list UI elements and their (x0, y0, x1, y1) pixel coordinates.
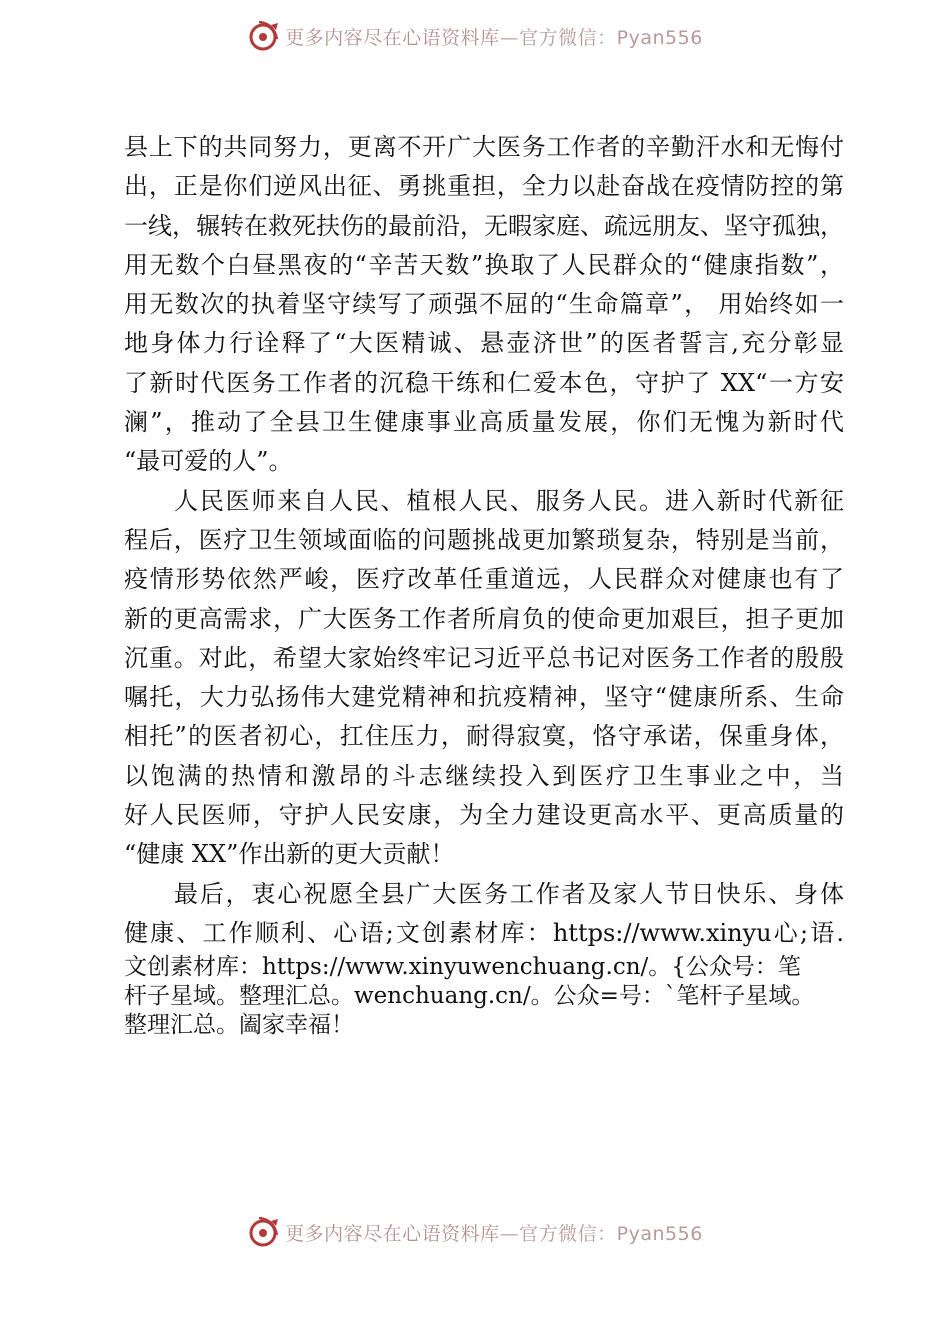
footer-dash: — (499, 1222, 520, 1245)
text-line: 县上下的共同努力，更离不开广大医务工作者的辛勤汗水和无悔付 (124, 133, 844, 161)
paragraph-1 (124, 128, 844, 482)
document-body (124, 128, 844, 1040)
text-line: 澜”，推动了全县卫生健康事业高质量发展，你们无愧为新时代 (124, 408, 844, 437)
paragraph-3 (124, 875, 844, 1041)
header-text (285, 23, 703, 50)
text-line: 疫情形势依然严峻，医疗改革任重道远，人民群众对健康也有了 (124, 565, 844, 594)
text-line: 人民医师来自人民、植根人民、服务人民。进入新时代新征 (174, 486, 844, 515)
text-line: 相托”的医者初心，扛住压力，耐得寂寞，恪守承诺，保重身体， (124, 722, 844, 751)
text-line: 文创素材库：https://www.xinyuwenchuang.cn/。{公众号：笔 (124, 954, 801, 981)
text-line: 嘱托，大力弘扬伟大建党精神和抗疫精神，坚守“健康所系、生命 (124, 683, 844, 712)
text-line: “健康 XX”作出新的更大贡献！ (124, 840, 455, 869)
text-line: 一线，辗转在救死扶伤的最前沿，无暇家庭、疏远朋友、坚守孤独， (124, 211, 844, 240)
paragraph-2 (124, 482, 844, 875)
logo-icon (247, 19, 281, 53)
text-line: 以饱满的热情和激昂的斗志继续投入到医疗卫生事业之中，当 (124, 761, 844, 790)
text-line: “最可爱的人”。 (124, 447, 293, 476)
text-line: 用无数个白昼黑夜的“辛苦天数”换取了人民群众的“健康指数”， (124, 250, 844, 279)
text-line: 最后，衷心祝愿全县广大医务工作者及家人节日快乐、身体 (174, 879, 844, 908)
text-line: 新的更高需求，广大医务工作者所肩负的使命更加艰巨，担子更加 (124, 604, 844, 633)
footer-text (285, 1219, 703, 1246)
text-line: 整理汇总。阖家幸福！ (124, 1012, 354, 1039)
footer-wechat-text: 官方微信：Pyan556 (519, 1222, 703, 1245)
text-line: 出，正是你们逆风出征、勇挑重担，全力以赴奋战在疫情防控的第 (124, 172, 844, 201)
header-site-text: 更多内容尽在心语资料库 (285, 26, 500, 49)
header-wechat-text: 官方微信：Pyan556 (519, 26, 703, 49)
text-line: 杆子星域。整理汇总。wenchuang.cn/。公众=号：`笔杆子星域。 (124, 983, 815, 1010)
text-line: 沉重。对此，希望大家始终牢记习近平总书记对医务工作者的殷殷 (124, 643, 844, 672)
text-line: 健康、工作顺利、心语;文创素材库：https://www.xinyu心;语. (124, 918, 844, 947)
text-line: 了新时代医务工作者的沉稳干练和仁爱本色，守护了 XX“一方安 (124, 368, 844, 397)
header-banner (0, 16, 950, 56)
text-line: 用无数次的执着坚守续写了顽强不屈的“生命篇章”， 用始终如一 (124, 290, 844, 319)
header-dash: — (499, 26, 520, 49)
text-line: 程后，医疗卫生领域面临的问题挑战更加繁琐复杂，特别是当前， (124, 525, 844, 554)
footer-site-text: 更多内容尽在心语资料库 (285, 1222, 500, 1245)
text-line: 地身体力行诠释了“大医精诚、悬壶济世”的医者誓言,充分彰显 (124, 329, 844, 358)
footer-banner (0, 1212, 950, 1252)
text-line: 好人民医师，守护人民安康，为全力建设更高水平、更高质量的 (124, 801, 844, 830)
logo-icon (247, 1215, 281, 1249)
